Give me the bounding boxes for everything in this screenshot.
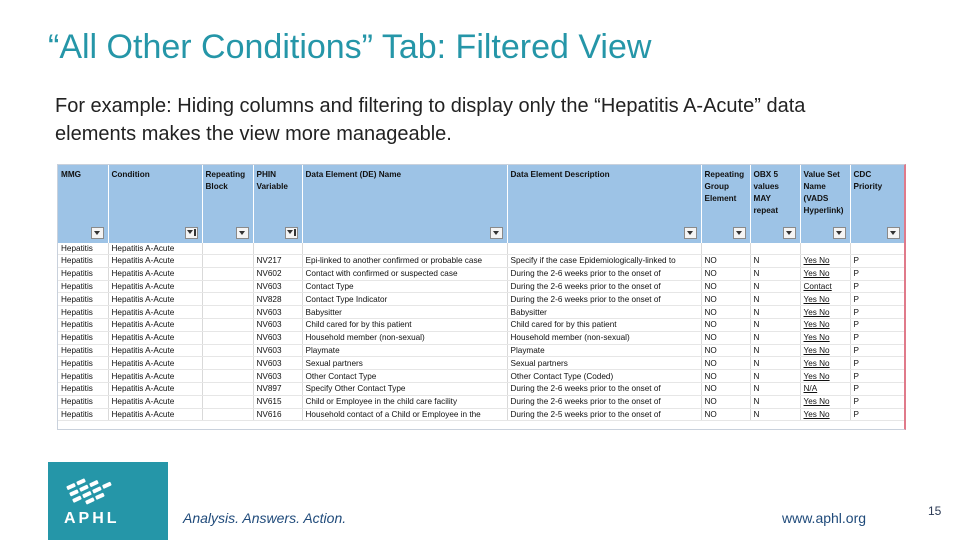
table-cell: Babysitter <box>507 306 701 319</box>
filter-cell <box>750 223 800 243</box>
filter-dropdown-icon[interactable] <box>684 227 697 239</box>
table-cell: Other Contact Type <box>302 370 507 383</box>
table-cell: NV615 <box>253 395 302 408</box>
table-cell: Yes No <box>800 344 850 357</box>
table-cell: Hepatitis A-Acute <box>108 370 202 383</box>
table-cell: During the 2-6 weeks prior to the onset of <box>507 395 701 408</box>
table-cell <box>507 243 701 255</box>
table-cell <box>202 243 253 255</box>
table-cell <box>202 331 253 344</box>
filter-dropdown-icon[interactable] <box>733 227 746 239</box>
table-cell: Yes No <box>800 357 850 370</box>
table-cell: Hepatitis <box>58 382 108 395</box>
table-cell <box>202 395 253 408</box>
filter-active-icon[interactable] <box>285 227 298 239</box>
column-header: PHIN Variable <box>253 165 302 223</box>
table-cell: Yes No <box>800 370 850 383</box>
table-cell: P <box>850 408 904 421</box>
table-cell: NO <box>701 280 750 293</box>
filter-row <box>58 223 904 243</box>
table-cell: Contact Type Indicator <box>302 293 507 306</box>
table-row <box>58 331 904 344</box>
table-cell: During the 2-6 weeks prior to the onset of <box>507 382 701 395</box>
filter-dropdown-icon[interactable] <box>91 227 104 239</box>
filter-cell <box>202 223 253 243</box>
table-cell: Playmate <box>302 344 507 357</box>
table-cell: NO <box>701 357 750 370</box>
table-cell: Yes No <box>800 267 850 280</box>
table-cell <box>253 243 302 255</box>
table-cell <box>202 306 253 319</box>
column-header: Condition <box>108 165 202 223</box>
table-cell: Hepatitis A-Acute <box>108 255 202 268</box>
table-cell: Hepatitis <box>58 293 108 306</box>
table-cell: NV217 <box>253 255 302 268</box>
table-cell: NO <box>701 255 750 268</box>
filter-cell <box>507 223 701 243</box>
table-row <box>58 318 904 331</box>
table-cell: N <box>750 331 800 344</box>
table-cell <box>800 243 850 255</box>
table-cell: P <box>850 331 904 344</box>
table-cell: N <box>750 306 800 319</box>
table-cell <box>202 357 253 370</box>
table-cell: Specify Other Contact Type <box>302 382 507 395</box>
table-row <box>58 255 904 268</box>
table-cell: Hepatitis <box>58 318 108 331</box>
table-cell: Contact Type <box>302 280 507 293</box>
table-cell: NV828 <box>253 293 302 306</box>
column-header: Data Element Description <box>507 165 701 223</box>
tagline: Analysis. Answers. Action. <box>183 510 347 526</box>
table-cell: Household contact of a Child or Employee in the <box>302 408 507 421</box>
table-cell: N <box>750 267 800 280</box>
table-cell: Hepatitis A-Acute <box>108 267 202 280</box>
table-cell: Sexual partners <box>302 357 507 370</box>
table-cell <box>202 408 253 421</box>
table-cell: N <box>750 318 800 331</box>
table-cell <box>202 280 253 293</box>
logo-text: APHL <box>64 510 120 527</box>
table-cell: NO <box>701 306 750 319</box>
filter-dropdown-icon[interactable] <box>833 227 846 239</box>
table-cell <box>202 255 253 268</box>
table-cell: NV603 <box>253 318 302 331</box>
table-cell: P <box>850 382 904 395</box>
header-row <box>58 165 904 223</box>
table-row <box>58 293 904 306</box>
table-cell: P <box>850 318 904 331</box>
table-cell: Hepatitis A-Acute <box>108 331 202 344</box>
table-cell: NV602 <box>253 267 302 280</box>
spreadsheet-view <box>57 164 906 430</box>
table-cell: Hepatitis <box>58 357 108 370</box>
table-cell: Hepatitis <box>58 370 108 383</box>
website-link[interactable]: www.aphl.org <box>782 510 867 526</box>
filter-cell <box>701 223 750 243</box>
table-row <box>58 382 904 395</box>
table-cell: Specify if the case Epidemiologically-linked to <box>507 255 701 268</box>
table-cell: Epi-linked to another confirmed or probable case <box>302 255 507 268</box>
table-cell: Contact with confirmed or suspected case <box>302 267 507 280</box>
table-cell: Household member (non-sexual) <box>302 331 507 344</box>
table-cell: N <box>750 344 800 357</box>
table-row <box>58 370 904 383</box>
filter-cell <box>58 223 108 243</box>
table-cell: Child cared for by this patient <box>302 318 507 331</box>
filter-cell <box>800 223 850 243</box>
table-cell: NV603 <box>253 280 302 293</box>
table-cell <box>850 243 904 255</box>
table-cell: Yes No <box>800 408 850 421</box>
table-cell: P <box>850 280 904 293</box>
slide-subtitle: For example: Hiding columns and filtering to display only the “Hepatitis A-Acute” data elements makes the view more manageable. <box>55 95 806 145</box>
table-cell: Sexual partners <box>507 357 701 370</box>
table-cell: Hepatitis <box>58 395 108 408</box>
table-cell: Hepatitis A-Acute <box>108 382 202 395</box>
table-cell: Hepatitis A-Acute <box>108 280 202 293</box>
table-row <box>58 408 904 421</box>
table-cell: NO <box>701 318 750 331</box>
table-cell <box>750 243 800 255</box>
table-row <box>58 243 904 255</box>
table-cell: NV603 <box>253 331 302 344</box>
aphl-mark-icon <box>62 470 122 510</box>
table-row <box>58 395 904 408</box>
table-cell: Hepatitis <box>58 306 108 319</box>
table-cell: NV897 <box>253 382 302 395</box>
table-cell: Child cared for by this patient <box>507 318 701 331</box>
table-cell: Hepatitis A-Acute <box>108 318 202 331</box>
table-cell <box>701 243 750 255</box>
table-cell: NV603 <box>253 306 302 319</box>
table-cell: Hepatitis <box>58 344 108 357</box>
page-number: 15 <box>928 504 942 518</box>
table-cell: Hepatitis <box>58 331 108 344</box>
table-cell: N <box>750 280 800 293</box>
column-header: Repeating Block <box>202 165 253 223</box>
table-cell: P <box>850 395 904 408</box>
table-cell <box>202 267 253 280</box>
table-body <box>58 243 904 421</box>
table-cell: NO <box>701 382 750 395</box>
table-cell: NV616 <box>253 408 302 421</box>
table-cell: NO <box>701 395 750 408</box>
column-header: OBX 5 values MAY repeat <box>750 165 800 223</box>
filter-active-icon[interactable] <box>185 227 198 239</box>
table-cell: Yes No <box>800 293 850 306</box>
table-cell: P <box>850 267 904 280</box>
table-cell: During the 2-6 weeks prior to the onset of <box>507 267 701 280</box>
table-cell: N <box>750 408 800 421</box>
table-cell: NO <box>701 293 750 306</box>
table-cell: Hepatitis A-Acute <box>108 293 202 306</box>
table-cell: Hepatitis A-Acute <box>108 306 202 319</box>
table-cell: N <box>750 370 800 383</box>
table-cell: Hepatitis A-Acute <box>108 395 202 408</box>
table-cell: Yes No <box>800 306 850 319</box>
table-cell: Contact <box>800 280 850 293</box>
table-cell: N <box>750 255 800 268</box>
table-cell: NO <box>701 344 750 357</box>
table-cell: Yes No <box>800 255 850 268</box>
filter-cell <box>850 223 904 243</box>
aphl-logo <box>48 462 168 540</box>
table-cell: P <box>850 306 904 319</box>
filter-dropdown-icon[interactable] <box>783 227 796 239</box>
table-cell: P <box>850 255 904 268</box>
table-cell: NO <box>701 331 750 344</box>
table-cell: Playmate <box>507 344 701 357</box>
table-row <box>58 344 904 357</box>
table-cell: N <box>750 293 800 306</box>
table-cell: Hepatitis A-Acute <box>108 243 202 255</box>
table-row <box>58 280 904 293</box>
table-cell: Hepatitis A-Acute <box>108 357 202 370</box>
table-cell: Hepatitis <box>58 255 108 268</box>
table-cell: N/A <box>800 382 850 395</box>
table-cell <box>202 293 253 306</box>
table-cell: Yes No <box>800 395 850 408</box>
table-cell: Household member (non-sexual) <box>507 331 701 344</box>
table-cell: P <box>850 370 904 383</box>
table-cell: Hepatitis <box>58 408 108 421</box>
filter-cell <box>253 223 302 243</box>
table-cell: NV603 <box>253 344 302 357</box>
table-cell: Babysitter <box>302 306 507 319</box>
table-cell: N <box>750 382 800 395</box>
filter-cell <box>302 223 507 243</box>
table-cell: P <box>850 344 904 357</box>
column-header: MMG <box>58 165 108 223</box>
table-cell: P <box>850 293 904 306</box>
table-cell: N <box>750 357 800 370</box>
slide-title: “All Other Conditions” Tab: Filtered View <box>48 28 652 66</box>
table-cell: NV603 <box>253 357 302 370</box>
table-row <box>58 357 904 370</box>
column-header: Data Element (DE) Name <box>302 165 507 223</box>
column-header: CDC Priority <box>850 165 904 223</box>
table-cell: Hepatitis A-Acute <box>108 344 202 357</box>
filter-cell <box>108 223 202 243</box>
filter-dropdown-icon[interactable] <box>887 227 900 239</box>
table-cell: NV603 <box>253 370 302 383</box>
table-cell: Yes No <box>800 318 850 331</box>
table-cell: Hepatitis <box>58 243 108 255</box>
table-row <box>58 306 904 319</box>
table-cell: N <box>750 395 800 408</box>
table-cell: Hepatitis A-Acute <box>108 408 202 421</box>
table-cell <box>302 243 507 255</box>
table-cell: Hepatitis <box>58 267 108 280</box>
table-cell: During the 2-6 weeks prior to the onset of <box>507 293 701 306</box>
table-cell: During the 2-6 weeks prior to the onset of <box>507 280 701 293</box>
table-cell: P <box>850 357 904 370</box>
table-cell: Child or Employee in the child care facility <box>302 395 507 408</box>
table-cell <box>202 344 253 357</box>
table-cell: NO <box>701 370 750 383</box>
table-cell: Hepatitis <box>58 280 108 293</box>
table-cell <box>202 318 253 331</box>
filter-dropdown-icon[interactable] <box>490 227 503 239</box>
table-cell: NO <box>701 408 750 421</box>
column-header: Repeating Group Element <box>701 165 750 223</box>
filtered-table <box>58 165 905 421</box>
column-header: Value Set Name (VADS Hyperlink) <box>800 165 850 223</box>
table-cell <box>202 382 253 395</box>
table-cell: During the 2-5 weeks prior to the onset of <box>507 408 701 421</box>
table-cell: NO <box>701 267 750 280</box>
table-cell: Other Contact Type (Coded) <box>507 370 701 383</box>
table-row <box>58 267 904 280</box>
filter-dropdown-icon[interactable] <box>236 227 249 239</box>
table-cell <box>202 370 253 383</box>
table-cell: Yes No <box>800 331 850 344</box>
